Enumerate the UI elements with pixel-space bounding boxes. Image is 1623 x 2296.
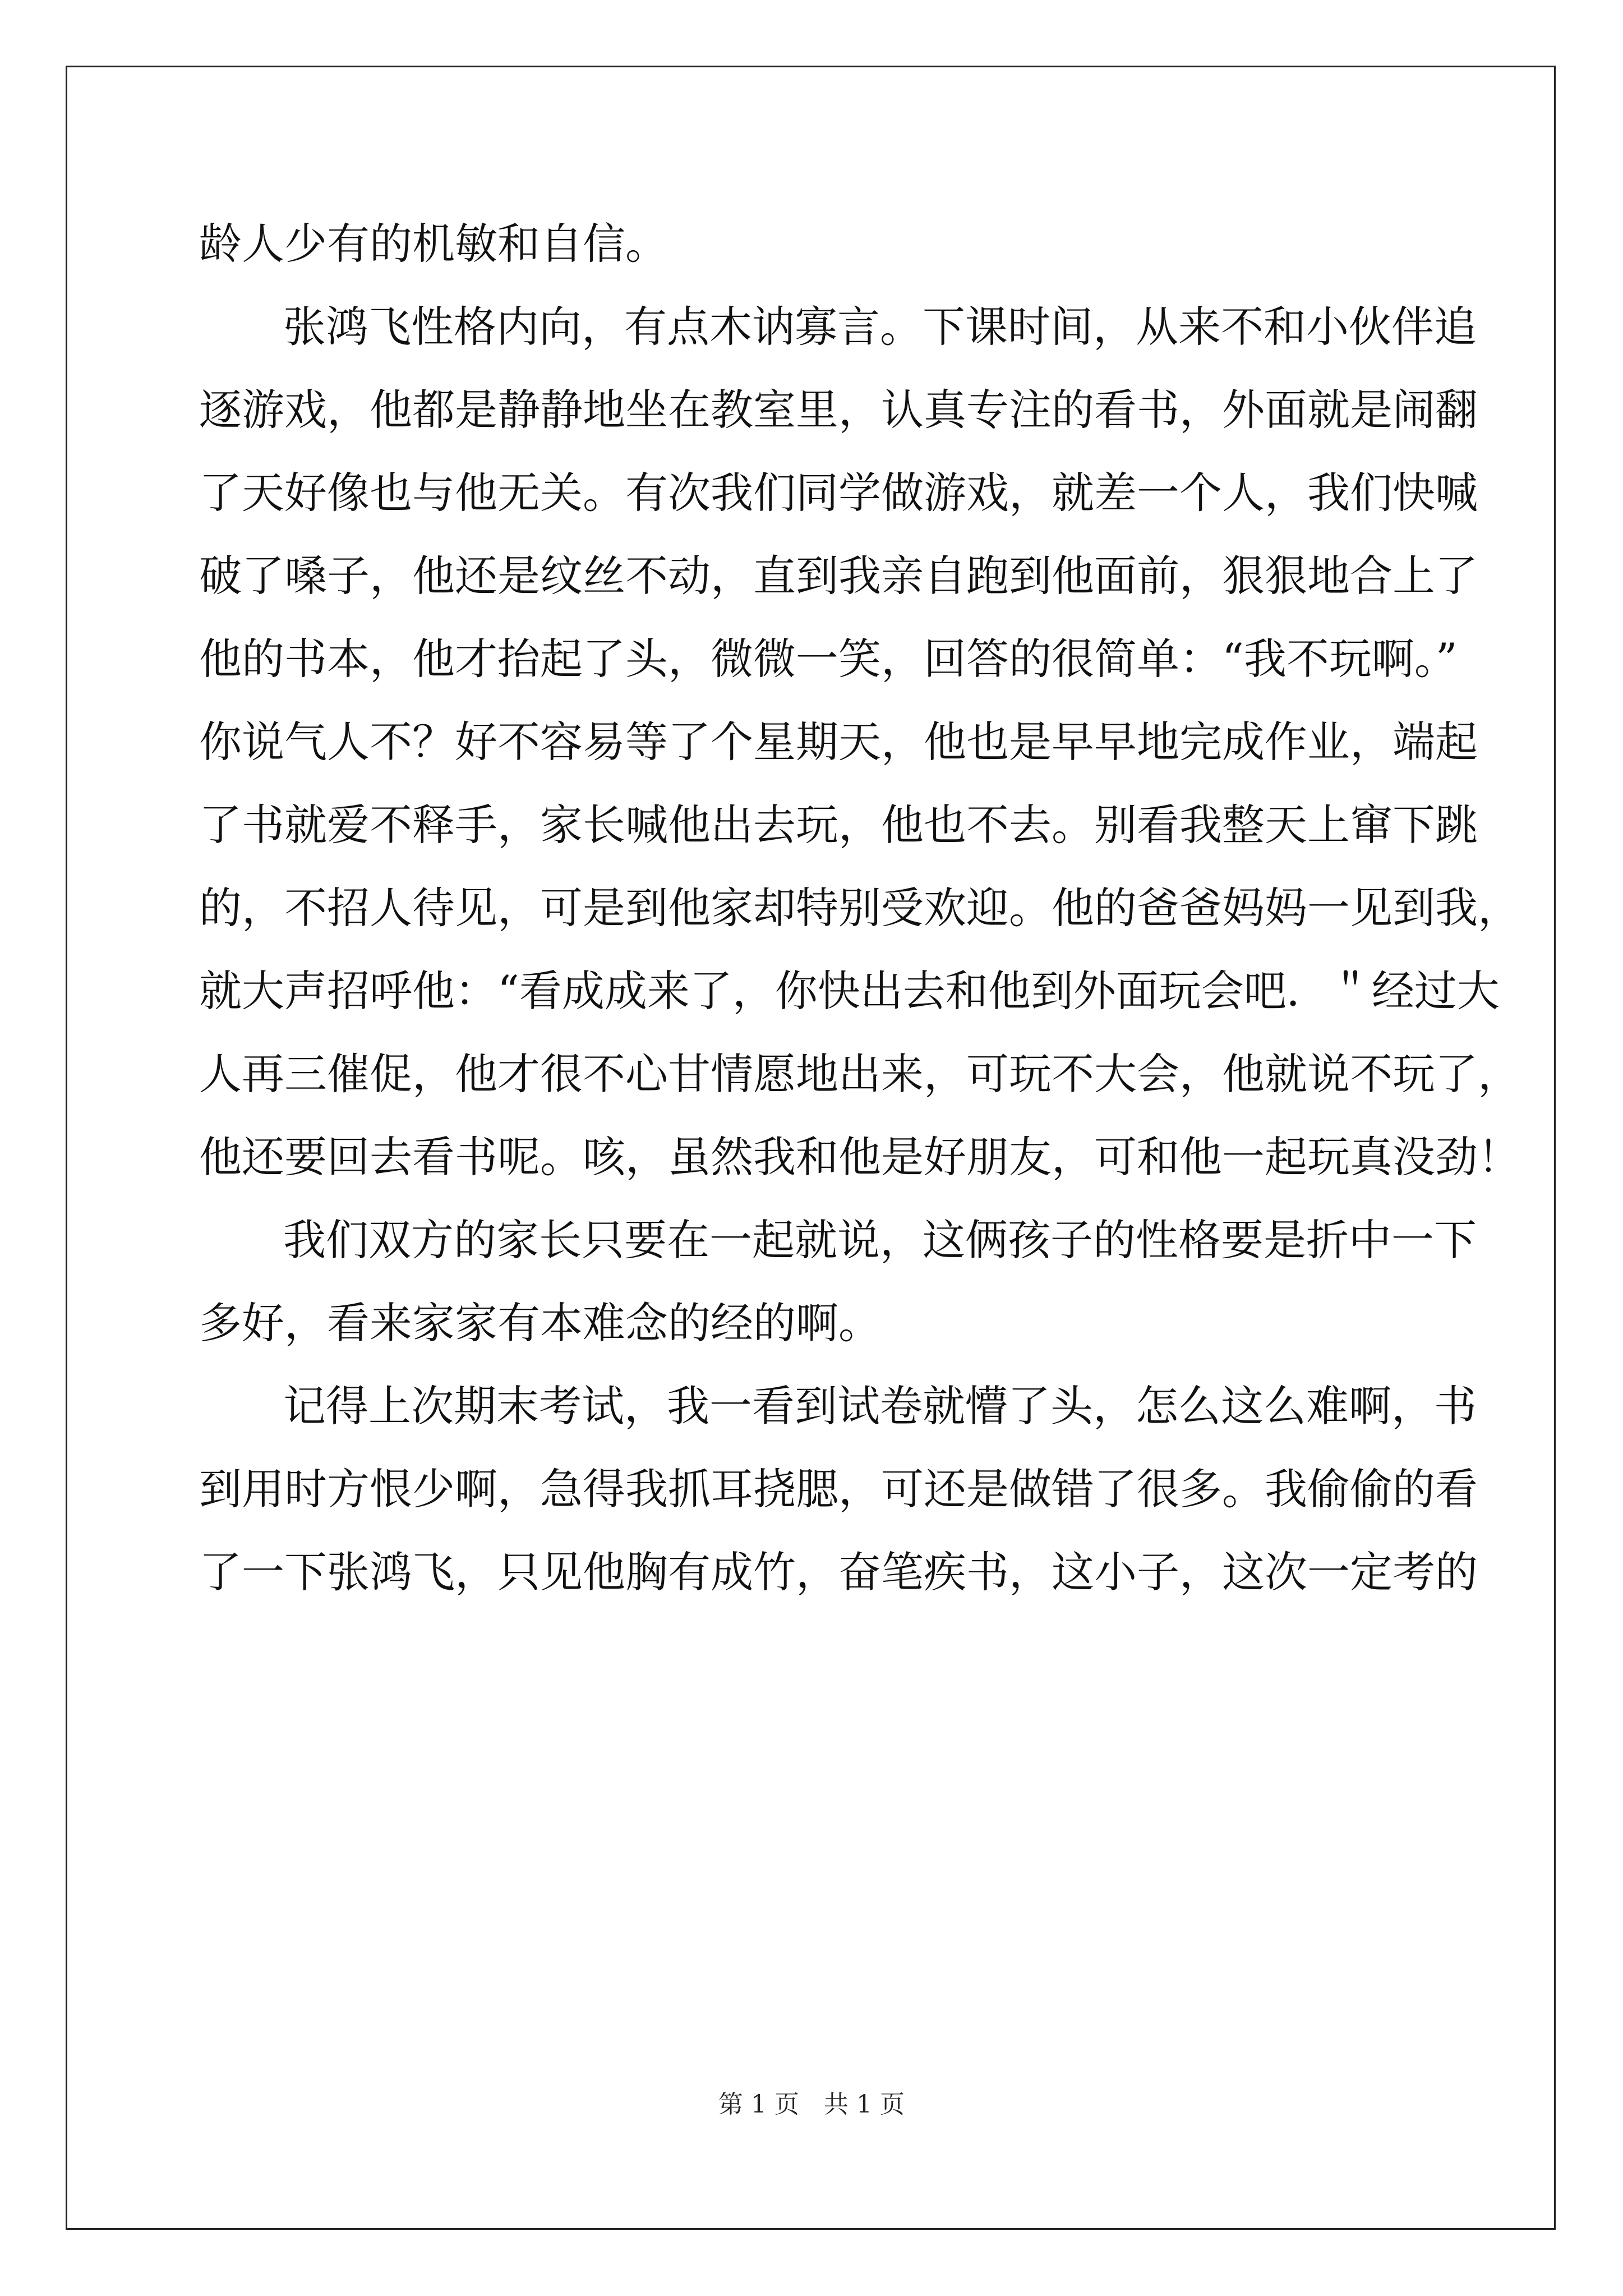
text-line: 了天好像也与他无关。有次我们同学做游戏，就差一个人，我们快喊 bbox=[199, 468, 1478, 518]
text-line: 龄人少有的机敏和自信。 bbox=[199, 219, 668, 269]
text-line: 破了嗓子，他还是纹丝不动，直到我亲自跑到他面前，狠狠地合上了 bbox=[199, 551, 1478, 601]
text-line: 了书就爱不释手，家长喊他出去玩，他也不去。别看我整天上窜下跳 bbox=[199, 800, 1478, 850]
paragraph-start-line: 记得上次期末考试，我一看到试卷就懵了头，怎么这么难啊，书 bbox=[283, 1381, 1477, 1431]
text-line: 到用时方恨少啊，急得我抓耳挠腮，可还是做错了很多。我偷偷的看 bbox=[199, 1464, 1478, 1514]
text-line: 他还要回去看书呢。咳，虽然我和他是好朋友，可和他一起玩真没劲！ bbox=[199, 1132, 1520, 1182]
text-line: 多好，看来家家有本难念的经的啊。 bbox=[199, 1298, 881, 1348]
text-line: 的，不招人待见，可是到他家却特别受欢迎。他的爸爸妈妈一见到我， bbox=[199, 883, 1520, 933]
page-number-footer: 第 1 页 共 1 页 bbox=[718, 2090, 905, 2119]
text-line: 逐游戏，他都是静静地坐在教室里，认真专注的看书，外面就是闹翻 bbox=[199, 385, 1478, 435]
text-line: 他的书本，他才抬起了头，微微一笑，回答的很简单：“我不玩啊。” bbox=[199, 634, 1458, 684]
paragraph-start-line: 我们双方的家长只要在一起就说，这俩孩子的性格要是折中一下 bbox=[283, 1215, 1477, 1265]
text-line: 就大声招呼他：“看成成来了，你快出去和他到外面玩会吧．＂经过大 bbox=[199, 966, 1500, 1016]
text-line: 人再三催促，他才很不心甘情愿地出来，可玩不大会，他就说不玩了， bbox=[199, 1049, 1520, 1099]
text-line: 你说气人不？好不容易等了个星期天，他也是早早地完成作业，端起 bbox=[199, 717, 1478, 767]
text-line: 了一下张鸿飞，只见他胸有成竹，奋笔疾书，这小子，这次一定考的 bbox=[199, 1547, 1478, 1597]
paragraph-start-line: 张鸿飞性格内向，有点木讷寡言。下课时间，从来不和小伙伴追 bbox=[283, 302, 1477, 352]
